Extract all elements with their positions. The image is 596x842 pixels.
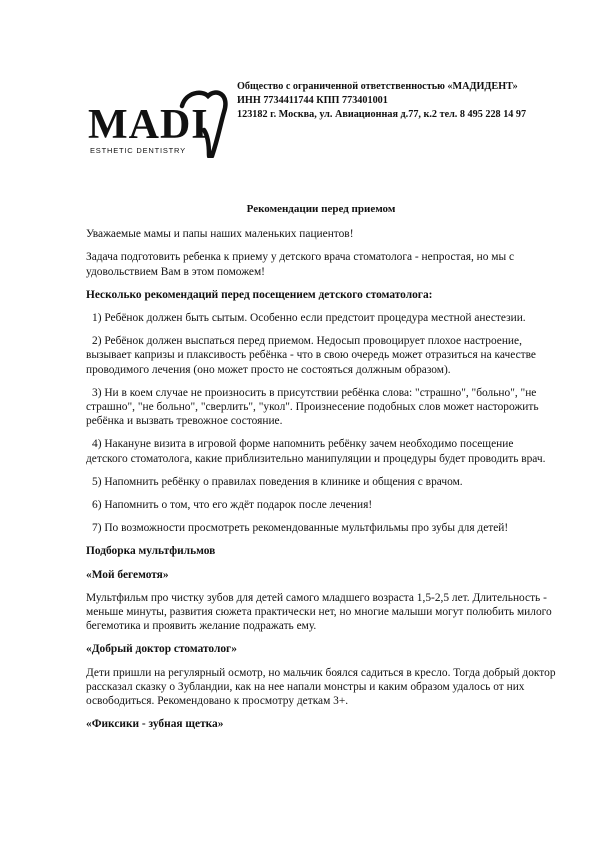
recommendations-heading: Несколько рекомендаций перед посещением детского стоматолога: xyxy=(86,288,433,301)
company-name: Общество с ограниченной ответственностью «МАДИДЕНТ» xyxy=(237,81,518,92)
document-body xyxy=(86,202,556,740)
cartoons-heading: Подборка мультфильмов xyxy=(86,545,216,558)
cartoon-title: «Добрый доктор стоматолог» xyxy=(86,643,237,656)
tooth-icon xyxy=(172,86,228,158)
cartoon-title: «Фиксики - зубная щетка» xyxy=(86,718,224,731)
recommendation-item: 5) Напомнить ребёнку о правилах поведения в клинике и общения с врачом. xyxy=(92,475,463,488)
document-title: Рекомендации перед приемом xyxy=(246,203,396,215)
recommendation-item: 1) Ребёнок должен быть сытым. Особенно если предстоит процедура местной анестезии. xyxy=(92,312,526,325)
company-tax-ids: ИНН 7734411744 КПП 773401001 xyxy=(237,95,388,106)
recommendation-item: 7) По возможности просмотреть рекомендованные мультфильмы про зубы для детей! xyxy=(92,522,509,535)
cartoon-title: «Мой бегемотя» xyxy=(86,568,169,581)
intro-paragraph: Задача подготовить ребенка к приему у детского врача стоматолога - непростая, но мы с удовольствием Вам в этом поможем! xyxy=(86,251,515,278)
cartoon-description: Дети пришли на регулярный осмотр, но мальчик боялся садиться в кресло. Тогда добрый доктор рассказал сказку о Зубландии, как на нее напали монстры и каким образом удалось от них освободиться. Рекомендовано к просмотру деткам 3+. xyxy=(86,666,556,708)
company-logo xyxy=(88,86,228,158)
recommendation-item: 3) Ни в коем случае не произносить в присутствии ребёнка слова: "страшно", "больно", "не страшно", "не больно", "сверлить", "укол". Произнесение подобных слов может насторожить ребёнка и вызвать тревожное состояние. xyxy=(86,386,539,428)
company-address: 123182 г. Москва, ул. Авиационная д.77, к.2 тел. 8 495 228 14 97 xyxy=(237,109,527,120)
recommendation-item: 2) Ребёнок должен выспаться перед приемом. Недосып провоцирует плохое настроение, вызывает капризы и плаксивость ребёнка - что в свою очередь может отразиться на качестве проводимого лечения (оно может просто не состояться должным образом). xyxy=(86,335,536,376)
cartoon-description: Мультфильм про чистку зубов для детей самого младшего возраста 1,5-2,5 лет. Длительность - меньше минуты, развития сюжета практически нет, но многие малыши могут полюбить милого бегемотика и проявить желание подражать ему. xyxy=(86,591,552,633)
greeting: Уважаемые мамы и папы наших маленьких пациентов! xyxy=(86,228,354,241)
company-details xyxy=(237,80,526,122)
logo-subtitle: ESTHETIC DENTISTRY xyxy=(90,146,186,155)
logo-wordmark: MADI xyxy=(88,102,209,148)
recommendation-item: 6) Напомнить о том, что его ждёт подарок после лечения! xyxy=(92,499,373,512)
recommendation-item: 4) Накануне визита в игровой форме напомнить ребёнку зачем необходимо посещение детского стоматолога, какие приблизительно манипуляции и процедуры будет проводить врач. xyxy=(86,438,546,465)
